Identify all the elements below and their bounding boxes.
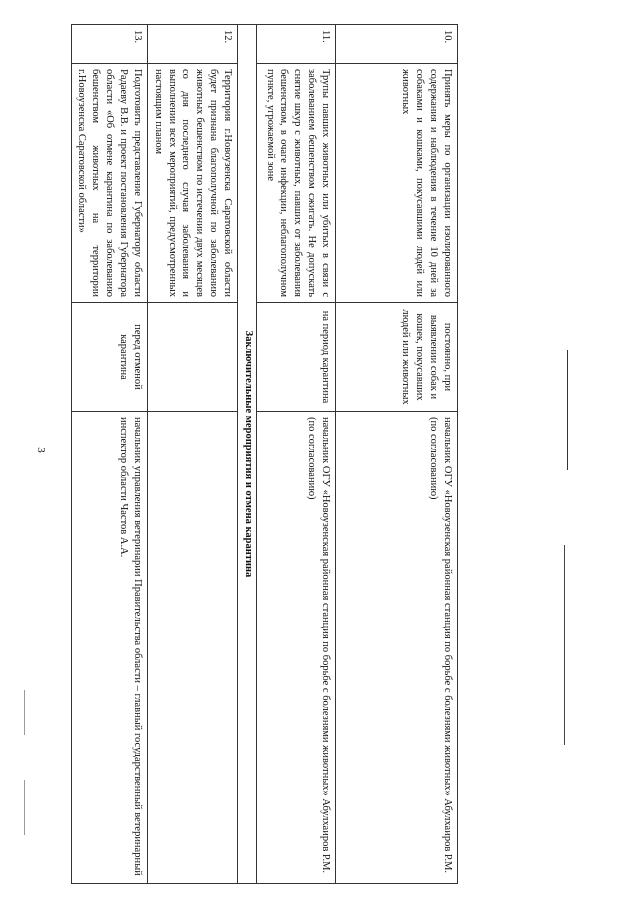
row-responsible: начальник ОГУ «Новоузенская районная станция по борьбе с болезнями животных» Абулхаиров Р.М. (по согласованию) — [336, 412, 458, 884]
page-number: 3 — [34, 447, 47, 453]
row-number: 11. — [257, 25, 336, 64]
measures-table — [71, 24, 458, 884]
table-row — [147, 25, 237, 884]
row-term: постоянно, при выявлении собак и кошек, покусавших людей или животных — [336, 303, 458, 412]
row-number: 13. — [71, 25, 147, 64]
row-action: Подготовить представление Губернатору области Радаеву В.В. и проект постановления Губернатора области «Об отмене карантина по заболеванию бешенством животных на территории г.Новоузенска Саратовской области» — [71, 64, 147, 303]
row-responsible — [147, 412, 237, 884]
row-responsible: начальник ОГУ «Новоузенская районная станция по борьбе с болезнями животных» Абулхаиров Р.М. (по согласованию) — [257, 412, 336, 884]
section-header-row — [238, 25, 257, 884]
table-row — [336, 25, 458, 884]
signature-line — [564, 545, 565, 745]
rotated-table-frame — [76, 24, 458, 884]
table-row — [257, 25, 336, 884]
scan-artifact-mark — [24, 780, 25, 835]
row-term — [147, 303, 237, 412]
table-row — [71, 25, 147, 884]
section-title: Заключительные мероприятия и отмена карантина — [238, 25, 257, 884]
row-action: Трупы павших животных или убитых в связи с заболеванием бешенством сжигать. Не допускать снятие шкур с животных, павших от заболевания бешенством, в очаге инфекции, неблагополучном пункте, угрожаемой зоне — [257, 64, 336, 303]
scan-artifact-line — [567, 350, 568, 470]
scan-artifact-mark — [24, 690, 25, 735]
row-action: Территория г.Новоузенска Саратовской области будет признана благополучной по заболеванию животных бешенством по истечении двух месяцев со дня последнего случая заболевания и выполнении всех мероприятий, предусмотренных настоящим планом — [147, 64, 237, 303]
row-term: перед отменой карантина — [71, 303, 147, 412]
row-responsible: начальник управления ветеринарии Правительства области – главный государственный ветеринарный инспектор области Частов А.А. — [71, 412, 147, 884]
row-action: Принять меры по организации изолированного содержания и наблюдения в течение 10 дней за собаками и кошками, покусавшими людей или животных — [336, 64, 458, 303]
row-number: 12. — [147, 25, 237, 64]
row-term: на период карантина — [257, 303, 336, 412]
row-number: 10. — [336, 25, 458, 64]
